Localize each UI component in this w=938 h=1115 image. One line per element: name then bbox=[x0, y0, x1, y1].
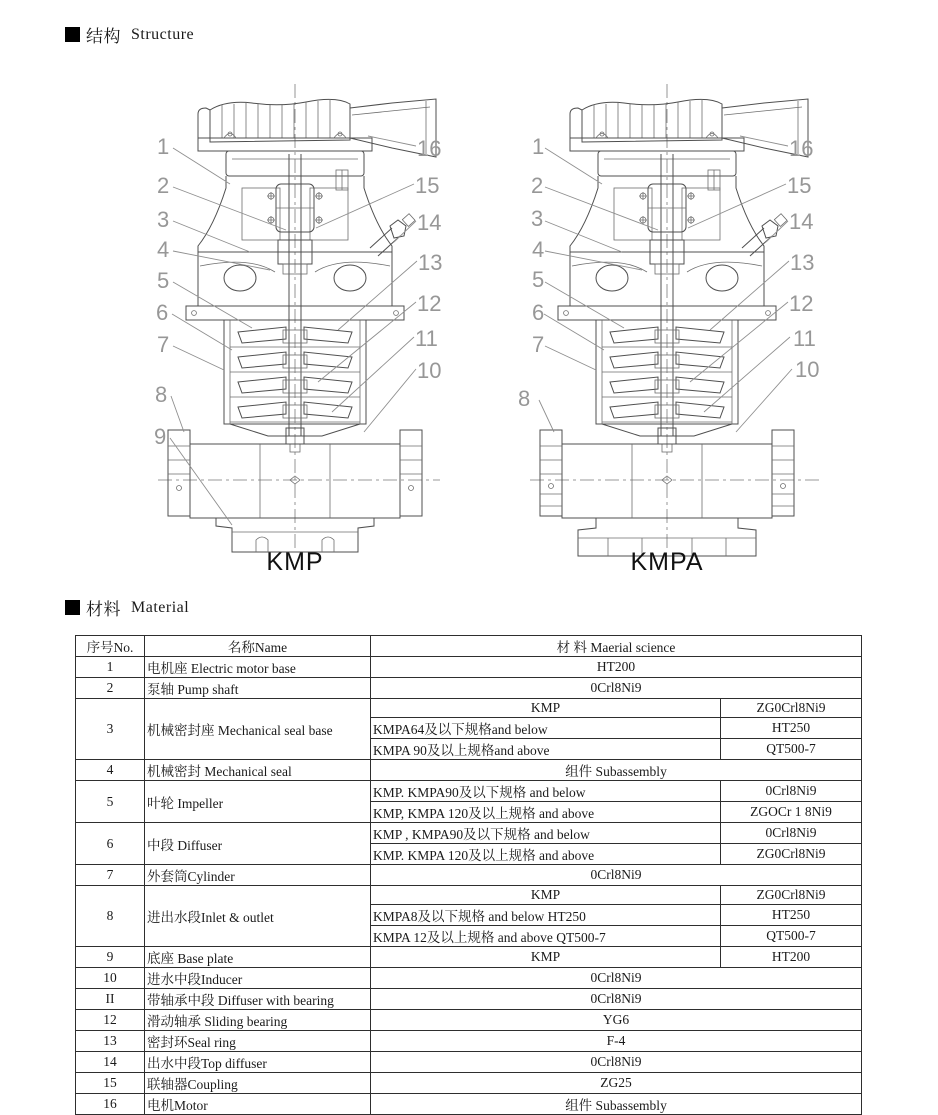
callout-label: 15 bbox=[415, 173, 440, 198]
callout-label: 12 bbox=[417, 291, 442, 316]
material-value: ZG25 bbox=[371, 1073, 862, 1094]
material-value: HT200 bbox=[371, 657, 862, 678]
row-name: 电机座 Electric motor base bbox=[145, 657, 371, 678]
centerline bbox=[530, 84, 822, 552]
material-value: ZG0Crl8Ni9 bbox=[721, 886, 862, 905]
table-header-row bbox=[76, 636, 862, 657]
callout-label: 16 bbox=[789, 136, 814, 161]
callout-label: 9 bbox=[154, 424, 167, 449]
material-value: 0Crl8Ni9 bbox=[371, 968, 862, 989]
table-row bbox=[76, 1073, 862, 1094]
table-row bbox=[76, 1052, 862, 1073]
material-value: HT250 bbox=[721, 905, 862, 926]
table-row bbox=[76, 760, 862, 781]
table-row bbox=[76, 1031, 862, 1052]
row-name: 滑动轴承 Sliding bearing bbox=[145, 1010, 371, 1031]
callout-label: 10 bbox=[795, 357, 820, 382]
callout-label: 13 bbox=[790, 250, 815, 275]
structure-title-zh: 结构 bbox=[86, 27, 121, 46]
callout-label: 2 bbox=[157, 173, 170, 198]
header-no: 序号No. bbox=[76, 636, 145, 657]
callout-label: 16 bbox=[417, 136, 442, 161]
row-no: II bbox=[76, 989, 145, 1010]
callout-label: 1 bbox=[532, 134, 545, 159]
row-name: 电机Motor bbox=[145, 1094, 371, 1115]
material-value: QT500-7 bbox=[721, 739, 862, 760]
callout-label: 14 bbox=[417, 210, 442, 235]
material-spec: KMP bbox=[371, 699, 721, 718]
material-title-en: Material bbox=[131, 598, 190, 616]
material-section-header bbox=[65, 595, 189, 620]
row-no: 12 bbox=[76, 1010, 145, 1031]
material-value: YG6 bbox=[371, 1010, 862, 1031]
material-spec: KMPA64及以下规格and below bbox=[371, 718, 721, 739]
callout-label: 5 bbox=[532, 267, 545, 292]
suction-flange-left bbox=[540, 430, 562, 516]
row-no: 7 bbox=[76, 865, 145, 886]
callout-label: 3 bbox=[531, 206, 544, 231]
callout-label: 14 bbox=[789, 209, 814, 234]
material-value: 0Crl8Ni9 bbox=[371, 865, 862, 886]
material-value: 组件 Subassembly bbox=[371, 760, 862, 781]
row-name: 底座 Base plate bbox=[145, 947, 371, 968]
callout-label: 2 bbox=[531, 173, 544, 198]
material-value: HT200 bbox=[721, 947, 862, 968]
row-name: 中段 Diffuser bbox=[145, 823, 371, 865]
row-name: 联轴器Coupling bbox=[145, 1073, 371, 1094]
kmp-pump-cross-section-diagram bbox=[140, 80, 470, 580]
material-value: ZG0Crl8Ni9 bbox=[721, 699, 862, 718]
table-row bbox=[76, 968, 862, 989]
centerline bbox=[158, 84, 443, 548]
callout-label: 15 bbox=[787, 173, 812, 198]
callout-label: 11 bbox=[793, 326, 816, 351]
row-name: 密封环Seal ring bbox=[145, 1031, 371, 1052]
callout-label: 11 bbox=[415, 326, 438, 351]
callout-label: 4 bbox=[532, 237, 545, 262]
suction-flange-left bbox=[168, 430, 190, 516]
callout-label: 3 bbox=[157, 207, 170, 232]
discharge-flange-right bbox=[772, 430, 794, 516]
material-spec: KMP. KMPA 120及以上规格 and above bbox=[371, 844, 721, 865]
material-value: 0Crl8Ni9 bbox=[371, 989, 862, 1010]
motor-fan-cowl bbox=[198, 99, 372, 151]
material-value: 0Crl8Ni9 bbox=[371, 1052, 862, 1073]
callout-labels bbox=[154, 134, 442, 449]
discharge-flange-right bbox=[400, 430, 422, 516]
material-title-zh: 材料 bbox=[86, 600, 121, 619]
callout-label: 8 bbox=[155, 382, 168, 407]
table-row bbox=[76, 947, 862, 968]
row-no: 14 bbox=[76, 1052, 145, 1073]
row-no: 4 bbox=[76, 760, 145, 781]
row-no: 3 bbox=[76, 699, 145, 760]
table-row bbox=[76, 781, 862, 802]
row-name: 泵轴 Pump shaft bbox=[145, 678, 371, 699]
material-value: 0Crl8Ni9 bbox=[721, 781, 862, 802]
table-row bbox=[76, 886, 862, 905]
row-no: 13 bbox=[76, 1031, 145, 1052]
header-material: 材 料 Maerial science bbox=[371, 636, 862, 657]
callout-label: 6 bbox=[532, 300, 545, 325]
material-spec: KMP , KMPA90及以下规格 and below bbox=[371, 823, 721, 844]
row-no: 5 bbox=[76, 781, 145, 823]
callout-label: 5 bbox=[157, 268, 170, 293]
material-value: HT250 bbox=[721, 718, 862, 739]
callout-leader-lines bbox=[539, 136, 792, 432]
section-marker-square bbox=[65, 27, 80, 42]
material-value: 0Crl8Ni9 bbox=[721, 823, 862, 844]
callout-label: 6 bbox=[156, 300, 169, 325]
table-row bbox=[76, 1094, 862, 1115]
kmpa-pump-cross-section-diagram bbox=[512, 80, 842, 580]
table-row bbox=[76, 699, 862, 718]
material-table bbox=[75, 635, 862, 1115]
motor-fan-cowl bbox=[570, 99, 744, 151]
structure-title-en: Structure bbox=[131, 25, 195, 43]
row-no: 6 bbox=[76, 823, 145, 865]
material-value: F-4 bbox=[371, 1031, 862, 1052]
row-no: 2 bbox=[76, 678, 145, 699]
callout-label: 10 bbox=[417, 358, 442, 383]
material-value: ZGOCr 1 8Ni9 bbox=[721, 802, 862, 823]
material-value: QT500-7 bbox=[721, 926, 862, 947]
row-name: 进出水段Inlet & outlet bbox=[145, 886, 371, 947]
callout-label: 13 bbox=[418, 250, 443, 275]
table-row bbox=[76, 678, 862, 699]
material-spec: KMP bbox=[371, 947, 721, 968]
row-no: 15 bbox=[76, 1073, 145, 1094]
callout-label: 7 bbox=[157, 332, 170, 357]
material-spec: KMPA 90及以上规格and above bbox=[371, 739, 721, 760]
row-name: 叶轮 Impeller bbox=[145, 781, 371, 823]
row-name: 出水中段Top diffuser bbox=[145, 1052, 371, 1073]
material-spec: KMPA 12及以上规格 and above QT500-7 bbox=[371, 926, 721, 947]
header-name: 名称Name bbox=[145, 636, 371, 657]
table-row bbox=[76, 1010, 862, 1031]
material-spec: KMP, KMPA 120及以上规格 and above bbox=[371, 802, 721, 823]
row-no: 1 bbox=[76, 657, 145, 678]
material-value: 组件 Subassembly bbox=[371, 1094, 862, 1115]
row-name: 机械密封座 Mechanical seal base bbox=[145, 699, 371, 760]
callout-label: 7 bbox=[532, 332, 545, 357]
row-name: 带轴承中段 Diffuser with bearing bbox=[145, 989, 371, 1010]
section-marker-square bbox=[65, 600, 80, 615]
table-row bbox=[76, 657, 862, 678]
kmpa-caption: KMPA bbox=[630, 548, 704, 576]
row-no: 16 bbox=[76, 1094, 145, 1115]
material-spec: KMP. KMPA90及以下规格 and below bbox=[371, 781, 721, 802]
callout-label: 4 bbox=[157, 237, 170, 262]
row-name: 外套筒Cylinder bbox=[145, 865, 371, 886]
table-row bbox=[76, 823, 862, 844]
table-row bbox=[76, 865, 862, 886]
material-value: ZG0Crl8Ni9 bbox=[721, 844, 862, 865]
callout-label: 1 bbox=[157, 134, 170, 159]
structure-section-header bbox=[65, 22, 194, 47]
kmp-caption: KMP bbox=[266, 548, 324, 576]
callout-leader-lines bbox=[170, 136, 417, 525]
callout-label: 12 bbox=[789, 291, 814, 316]
row-name: 机械密封 Mechanical seal bbox=[145, 760, 371, 781]
row-name: 进水中段Inducer bbox=[145, 968, 371, 989]
table-row bbox=[76, 989, 862, 1010]
material-spec: KMP bbox=[371, 886, 721, 905]
row-no: 8 bbox=[76, 886, 145, 947]
row-no: 10 bbox=[76, 968, 145, 989]
row-no: 9 bbox=[76, 947, 145, 968]
callout-label: 8 bbox=[518, 386, 531, 411]
material-value: 0Crl8Ni9 bbox=[371, 678, 862, 699]
material-spec: KMPA8及以下规格 and below HT250 bbox=[371, 905, 721, 926]
